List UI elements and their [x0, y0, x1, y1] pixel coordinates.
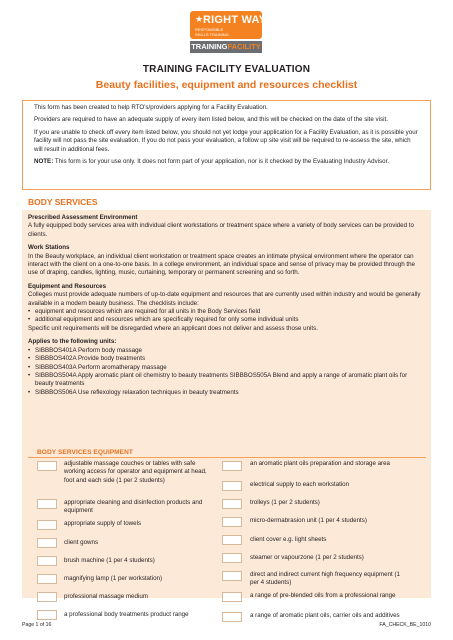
env-heading: Prescribed Assessment Environment — [28, 214, 138, 221]
checkbox-cleaning-products[interactable] — [37, 499, 57, 509]
document-code: FA_CHECK_BE_1010 — [379, 622, 431, 628]
equipment-divider — [28, 457, 426, 458]
section-heading: BODY SERVICES — [28, 197, 98, 207]
intro-note — [34, 158, 419, 166]
unit-item: • SIBBBOS403A Perform aromatherapy massage — [28, 364, 426, 372]
equipment-item-label: adjustable massage couches or tables with safe working access for operator and equipment at head, foot and each side (1 per 2 students) — [64, 460, 207, 484]
checkbox-brush-machine[interactable] — [37, 556, 57, 566]
page-title: TRAINING FACILITY EVALUATION — [142, 64, 311, 75]
equipment-item-label: brush machine (1 per 4 students) — [64, 557, 155, 564]
equipment-item-label: a range of aromatic plant oils, carrier oils and additives — [250, 612, 400, 619]
intro-paragraph-1: This form has been created to help RTO’s/providers applying for a Facility Evaluation. — [34, 104, 268, 111]
star-icon: ★ — [195, 14, 204, 24]
checkbox-massage-medium[interactable] — [37, 592, 57, 602]
unit-item: • SIBBBOS401A Perform body massage — [28, 347, 426, 355]
checkbox-plant-oils-area[interactable] — [222, 461, 242, 471]
checkbox-body-treatments-range[interactable] — [37, 610, 57, 620]
er-note: Specific unit requirements will be disregarded where an applicant does not deliver and assess those units. — [28, 324, 318, 332]
equipment-item-label: appropriate cleaning and disinfection products and equipment — [64, 499, 203, 515]
equipment-item-label: direct and indirect current high frequency equipment (1 per 4 students) — [250, 571, 400, 587]
checkbox-client-cover[interactable] — [222, 535, 242, 545]
checkbox-massage-couches[interactable] — [37, 461, 57, 471]
note-text: This form is for your use only. It does not form part of your application, nor is it checked by the Evaluating Industry Advisor. — [53, 158, 390, 166]
env-text: A fully equipped body services area with individual client workstations or treatment space where a variety of body services can be provided to clients. — [28, 222, 414, 238]
equipment-item-label: a range of pre-blended oils from a professional range — [250, 592, 396, 599]
checkbox-client-gowns[interactable] — [37, 538, 57, 548]
logo-name: RIGHT WAY — [203, 14, 267, 26]
equipment-item-label: a professional body treatments product range — [64, 611, 189, 618]
checkbox-magnifying-lamp[interactable] — [37, 574, 57, 584]
intro-box — [22, 100, 431, 190]
er-bullet: • equipment and resources which are required for all units in the Body Services field — [28, 308, 426, 316]
er-heading: Equipment and Resources — [28, 282, 107, 290]
equipment-item-label: client gowns — [64, 539, 99, 546]
checkbox-high-frequency[interactable] — [222, 571, 242, 581]
ws-heading: Work Stations — [28, 244, 70, 252]
er-bullet-list — [28, 308, 426, 325]
intro-paragraph-3: If you are unable to check off every item listed below, you should not yet lodge your application for a Facility Evaluation, as it is possible your facility will not pass the site evaluation. If you do not pass your evaluation, a follow up site visit will be required to re-assess the site, which will result in additional fees. — [34, 128, 418, 153]
equipment-item-label: magnifying lamp (1 per workstation) — [64, 575, 163, 582]
units-heading: Applies to the following units: — [28, 338, 117, 346]
equipment-item-label: steamer or vapourzone (1 per 2 students) — [250, 554, 364, 561]
er-bullet: • additional equipment and resources which are specifically required for only some individual units — [28, 316, 426, 324]
panel-content — [28, 214, 426, 402]
equipment-item-label: professional massage medium — [64, 593, 148, 600]
unit-item: • SIBBBOS504A Apply aromatic plant oil chemistry to beauty treatments SIBBBOS505A Blend and apply a range of aromatic plant oils for beauty treatments — [28, 372, 426, 389]
logo-tagline: RESPONSIBLE SKILLS TRAINING — [195, 27, 229, 37]
equipment-item-label: appropriate supply of towels — [64, 520, 142, 527]
units-list — [28, 347, 426, 397]
checkbox-aromatic-oils[interactable] — [222, 612, 242, 622]
equipment-item-label: trolleys (1 per 2 students) — [250, 499, 320, 506]
equipment-item-label: an aromatic plant oils preparation and storage area — [250, 460, 390, 467]
logo-subtitle — [190, 41, 262, 53]
logo-sub-part2: FACILITY — [227, 42, 261, 51]
equipment-item-label: client cover e.g. light sheets — [250, 536, 327, 543]
note-label: NOTE: — [34, 158, 54, 166]
equipment-item-label: micro-dermabrasion unit (1 per 4 students) — [250, 517, 367, 524]
equipment-item-label: electrical supply to each workstation — [250, 481, 350, 488]
unit-item: • SIBBBOS506A Use reflexology relaxation techniques in beauty treatments — [28, 389, 426, 397]
page-subtitle: Beauty facilities, equipment and resources checklist — [95, 79, 358, 91]
unit-item: • SIBBBOS402A Provide body treatments — [28, 355, 426, 363]
logo-sub-part1: TRAINING — [191, 42, 228, 51]
checkbox-electrical-supply[interactable] — [222, 481, 242, 491]
page-number: Page 1 of 16 — [22, 622, 52, 628]
checkbox-trolleys[interactable] — [222, 499, 242, 509]
er-text: Colleges must provide adequate numbers of up-to-date equipment and resources that are currently used within industry and would be generally available in a modern beauty business. The checklists include: — [28, 291, 421, 307]
checkbox-towels[interactable] — [37, 520, 57, 530]
intro-paragraph-2: Providers are required to have an adequate supply of every item listed below, and this will be checked on the date of the site visit. — [34, 116, 388, 124]
logo-badge — [190, 11, 267, 39]
checkbox-steamer[interactable] — [222, 553, 242, 563]
right-way-logo — [190, 11, 267, 55]
checkbox-micro-dermabrasion[interactable] — [222, 517, 242, 527]
checkbox-pre-blended-oils[interactable] — [222, 592, 242, 602]
ws-text: In the Beauty workplace, an individual client workstation or treatment space creates an intimate physical environment where the operator can interact with the client on a one-to-one basis. In a college environment, an individual space and sense of privacy may be provided through the use of draping, candles, lighting, music, curtaining, temporary or permanent screening and so forth. — [28, 252, 415, 277]
equipment-heading: BODY SERVICES EQUIPMENT — [37, 449, 133, 456]
